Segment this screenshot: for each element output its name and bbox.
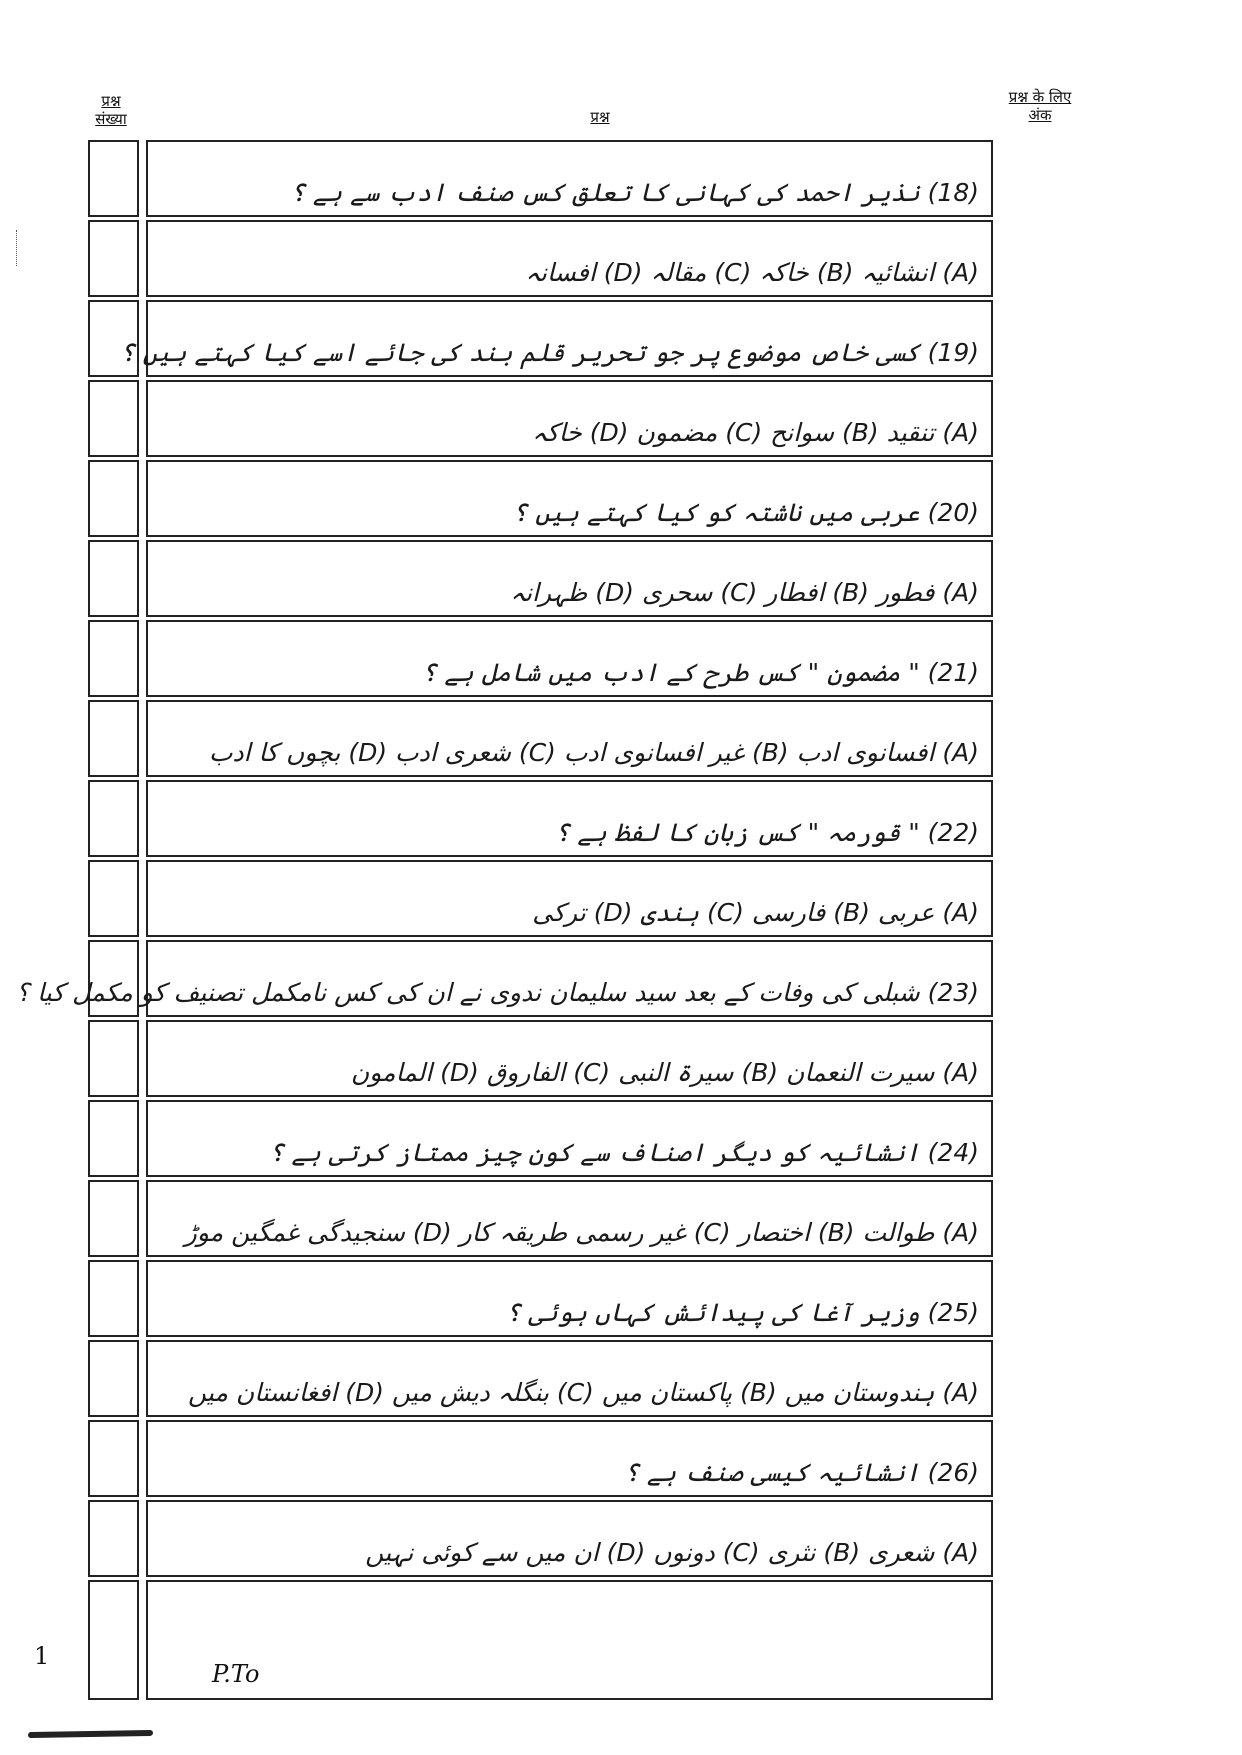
margin-marks <box>16 230 21 266</box>
question-cell <box>146 780 993 857</box>
handwritten-text: (20) عربی میں ناشتہ کو کیا کہتے ہیں ؟ <box>512 498 979 527</box>
question-cell <box>146 860 993 937</box>
question-number-cell <box>88 1580 139 1700</box>
question-number-cell <box>88 1340 139 1417</box>
question-number-cell <box>88 700 139 777</box>
handwritten-text: (22) " قورمہ " کس زبان کا لفظ ہے ؟ <box>554 818 979 847</box>
handwritten-text: (A) انشائیہ (B) خاکہ (C) مقالہ (D) افسانہ <box>525 258 979 287</box>
handwritten-text: (A) ہندوستان میں (B) پاکستان میں (C) بنگلہ دیش میں (D) افغانستان میں <box>188 1378 979 1407</box>
question-cell <box>119 300 993 377</box>
question-number-cell <box>88 220 139 297</box>
header-marks: प्रश्न के लिए अंक <box>1008 88 1072 124</box>
handwritten-text: (A) سیرت النعمان (B) سیرۃ النبی (C) الفاروق (D) المامون <box>350 1058 979 1087</box>
question-number-cell <box>88 620 139 697</box>
question-cell <box>146 1260 993 1337</box>
question-cell <box>146 700 993 777</box>
question-cell <box>146 460 993 537</box>
question-cell <box>146 140 993 217</box>
handwritten-text: (23) شبلی کی وفات کے بعد سید سلیمان ندوی نے ان کی کس نامکمل تصنیف کو مکمل کیا ؟ <box>15 978 979 1007</box>
question-cell <box>146 1500 993 1577</box>
handwritten-text: (21) " مضمون " کس طرح کے ادب میں شامل ہے ؟ <box>421 658 979 687</box>
question-cell <box>146 1580 993 1700</box>
question-number-cell <box>88 140 139 217</box>
question-cell <box>146 1100 993 1177</box>
question-number-cell <box>88 1100 139 1177</box>
question-cell <box>15 940 993 1017</box>
question-number-cell <box>88 1500 139 1577</box>
question-number-cell <box>88 1260 139 1337</box>
handwritten-text: (A) تنقید (B) سوانح (C) مضمون (D) خاکہ <box>532 418 979 447</box>
header-question: प्रश्न <box>590 108 610 126</box>
question-number-cell <box>88 380 139 457</box>
handwritten-text: (A) طوالت (B) اختصار (C) غیر رسمی طریقہ کار (D) سنجیدگی غمگین موڑ <box>184 1218 979 1247</box>
question-number-cell <box>88 1020 139 1097</box>
handwritten-text: (A) عربی (B) فارسی (C) ہندی (D) ترکی <box>532 898 979 927</box>
question-number-cell <box>88 860 139 937</box>
handwritten-text: (A) فطور (B) افطار (C) سحری (D) ظہرانہ <box>510 578 979 607</box>
handwritten-text: (A) شعری (B) نثری (C) دونوں (D) ان میں سے کوئی نہیں <box>365 1538 979 1567</box>
question-cell <box>146 1020 993 1097</box>
question-number-cell <box>88 460 139 537</box>
handwritten-text: (24) انشائیہ کو دیگر اصناف سے کون چیز ممتاز کرتی ہے ؟ <box>268 1138 979 1167</box>
question-number-cell <box>88 1180 139 1257</box>
handwritten-text: (18) نذیر احمد کی کہانی کا تعلق کس صنف ادب سے ہے ؟ <box>290 178 979 207</box>
question-cell <box>146 1180 993 1257</box>
handwritten-text: (26) انشائیہ کیسی صنف ہے ؟ <box>624 1458 979 1487</box>
question-cell <box>146 380 993 457</box>
question-number-cell <box>88 780 139 857</box>
header-question-number: प्रश्न संख्या <box>95 92 127 128</box>
handwritten-text: (A) افسانوی ادب (B) غیر افسانوی ادب (C) شعری ادب (D) بچوں کا ادب <box>208 738 979 767</box>
please-turn-over-note: P.To <box>212 1660 260 1688</box>
question-cell <box>146 1420 993 1497</box>
margin-number: 1 <box>34 1642 50 1670</box>
question-cell <box>146 1340 993 1417</box>
question-number-cell <box>88 1420 139 1497</box>
question-cell <box>146 620 993 697</box>
handwritten-text: (19) کسی خاص موضوع پر جو تحریر قلم بند کی جائے اسے کیا کہتے ہیں ؟ <box>119 338 979 367</box>
handwritten-text: (25) وزیر آغا کی پیدائش کہاں ہوئی ؟ <box>505 1298 979 1327</box>
question-cell <box>146 220 993 297</box>
question-cell <box>146 540 993 617</box>
question-number-cell <box>88 540 139 617</box>
